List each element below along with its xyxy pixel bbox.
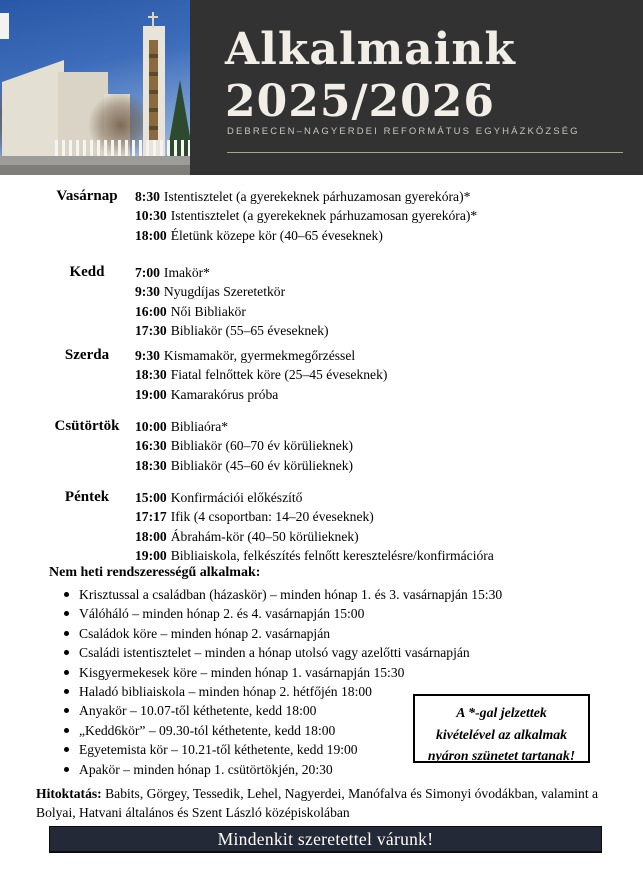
- list-item-text: Kisgyermekesek köre – minden hónap 1. vasárnapján 15:30: [79, 664, 405, 680]
- day-items: [135, 417, 625, 475]
- church-name-subtitle: DEBRECEN–NAGYERDEI REFORMÁTUS EGYHÁZKÖZSÉG: [227, 126, 580, 137]
- religious-education-note: [36, 784, 618, 823]
- note-line: kivételével az alkalmak: [435, 726, 568, 742]
- page-title-line1: Alkalmaink: [225, 24, 516, 75]
- event-text: Bibliakör (60–70 év körülieknek): [170, 438, 354, 454]
- list-item-text: Családi istentisztelet – minden a hónap utolsó vagy azelőtti vasárnapján: [79, 645, 470, 661]
- irregular-heading: Nem heti rendszerességű alkalmak:: [49, 565, 261, 580]
- event-text: Istentisztelet (a gyerekeknek párhuzamosan gyerekóra)*: [170, 208, 478, 224]
- welcome-banner: [49, 826, 602, 853]
- event-text: Kamarakórus próba: [170, 386, 279, 402]
- event-time: 18:00: [135, 528, 167, 544]
- event-time: 19:00: [135, 386, 167, 402]
- summer-break-note-box: [413, 694, 590, 763]
- bullet-icon: [64, 631, 69, 636]
- list-item-text: Családok köre – minden hónap 2. vasárnapján: [79, 625, 331, 641]
- page-title-line2: 2025/2026: [225, 76, 495, 127]
- bullet-icon: [64, 689, 69, 694]
- day-label: Vasárnap: [56, 188, 118, 204]
- event-time: 8:30: [135, 189, 160, 204]
- event-time: 18:30: [135, 367, 167, 383]
- list-item-text: Krisztussal a családban (házaskör) – minden hónap 1. és 3. vasárnapján 15:30: [79, 587, 503, 602]
- bullet-icon: [64, 650, 69, 655]
- schedule-item: [135, 546, 625, 565]
- schedule-item: [135, 527, 625, 546]
- event-text: Istentisztelet (a gyerekeknek párhuzamosan gyerekóra)*: [163, 189, 471, 204]
- event-text: Bibliakör (55–65 éveseknek): [170, 323, 329, 339]
- bullet-icon: [64, 728, 69, 733]
- schedule-item: [135, 456, 625, 475]
- schedule-item: [135, 346, 625, 365]
- day-items: [135, 263, 625, 341]
- cross-icon: [152, 12, 154, 28]
- list-item-text: „Kedd6kör” – 09.30-tól kéthetente, kedd 18:00: [79, 722, 336, 738]
- schedule-item: [135, 206, 625, 225]
- list-item: [79, 643, 499, 662]
- event-text: Bibliakör (45–60 év körülieknek): [170, 457, 354, 473]
- day-label: Kedd: [69, 264, 105, 280]
- event-time: 16:00: [135, 303, 167, 319]
- event-text: Imakör*: [163, 265, 210, 280]
- event-text: Nyugdíjas Szeretetkör: [163, 284, 286, 300]
- day-items: [135, 488, 625, 566]
- event-time: 10:30: [135, 208, 167, 224]
- schedule-item: [135, 302, 625, 321]
- event-time: 9:30: [135, 284, 160, 300]
- event-time: 16:30: [135, 438, 167, 454]
- event-time: 19:00: [135, 548, 167, 564]
- road: [0, 165, 190, 175]
- event-time: 15:00: [135, 490, 167, 505]
- event-time: 9:30: [135, 348, 160, 363]
- event-text: Ábrahám-kör (40–50 körülieknek): [170, 528, 359, 544]
- list-item: [79, 663, 499, 682]
- church-photo: [0, 0, 190, 175]
- schedule-item: [135, 321, 625, 340]
- list-item: [79, 585, 503, 604]
- schedule-item: [135, 417, 625, 436]
- event-text: Bibliaiskola, felkészítés felnőtt keresztelésre/konfirmációra: [170, 548, 494, 564]
- list-item-text: Haladó bibliaiskola – minden hónap 2. hétfőjén 18:00: [79, 684, 372, 699]
- event-text: Női Bibliakör: [170, 303, 246, 319]
- event-time: 17:17: [135, 509, 167, 525]
- list-item-text: Anyakör – 10.07-től kéthetente, kedd 18:00: [79, 703, 317, 719]
- note-line: A *-gal jelzettek: [456, 705, 547, 720]
- event-text: Életünk közepe kör (40–65 éveseknek): [170, 227, 383, 243]
- schedule-item: [135, 365, 625, 384]
- schedule-item: [135, 507, 625, 526]
- event-time: 7:00: [135, 265, 160, 280]
- event-text: Kismamakör, gyermekmegőrzéssel: [163, 348, 356, 363]
- welcome-banner-text: Mindenkit szeretettel várunk!: [217, 828, 434, 849]
- list-item-text: Apakör – minden hónap 1. csütörtökjén, 20:30: [79, 761, 333, 777]
- bullet-icon: [64, 611, 69, 616]
- day-label: Péntek: [64, 489, 110, 505]
- header: [0, 0, 643, 175]
- event-text: Bibliaóra*: [170, 419, 229, 434]
- schedule-item: [135, 187, 625, 206]
- schedule-item: [135, 488, 625, 507]
- event-time: 18:00: [135, 227, 167, 243]
- tower-windows: [149, 40, 158, 140]
- list-item-text: Válóháló – minden hónap 2. és 4. vasárnapján 15:00: [79, 606, 365, 622]
- note-line: nyáron szünetet tartanak!: [427, 748, 576, 763]
- schedule-item: [135, 385, 625, 404]
- event-time: 18:30: [135, 457, 167, 473]
- photo-detail: [0, 13, 9, 39]
- schedule-item: [135, 282, 625, 301]
- schedule-item: [135, 263, 625, 282]
- list-item: [79, 604, 499, 623]
- event-text: Fiatal felnőttek köre (25–45 éveseknek): [170, 367, 388, 383]
- schedule-item: [135, 226, 625, 245]
- bullet-icon: [64, 747, 69, 752]
- event-text: Ifik (4 csoportban: 14–20 éveseknek): [170, 509, 374, 525]
- bullet-icon: [64, 592, 69, 597]
- bullet-icon: [64, 708, 69, 713]
- hitoktatas-label: Hitoktatás:: [36, 786, 102, 801]
- day-label: Szerda: [64, 347, 110, 363]
- event-time: 17:30: [135, 323, 167, 339]
- header-divider: [227, 152, 623, 153]
- day-items: [135, 346, 625, 404]
- hitoktatas-text: Babits, Görgey, Tessedik, Lehel, Nagyerdei, Manófalva és Simonyi óvodákban, valamint a Bolyai, Hatvani általános és Szent László középiskolában: [36, 786, 599, 821]
- list-item: [79, 624, 499, 643]
- day-items: [135, 187, 625, 245]
- bullet-icon: [64, 670, 69, 675]
- day-label: Csütörtök: [54, 418, 120, 434]
- bullet-icon: [64, 767, 69, 772]
- event-time: 10:00: [135, 419, 167, 434]
- event-text: Konfirmációi előkészítő: [170, 490, 303, 505]
- list-item-text: Egyetemista kör – 10.21-től kéthetente, kedd 19:00: [79, 742, 358, 758]
- schedule-item: [135, 436, 625, 455]
